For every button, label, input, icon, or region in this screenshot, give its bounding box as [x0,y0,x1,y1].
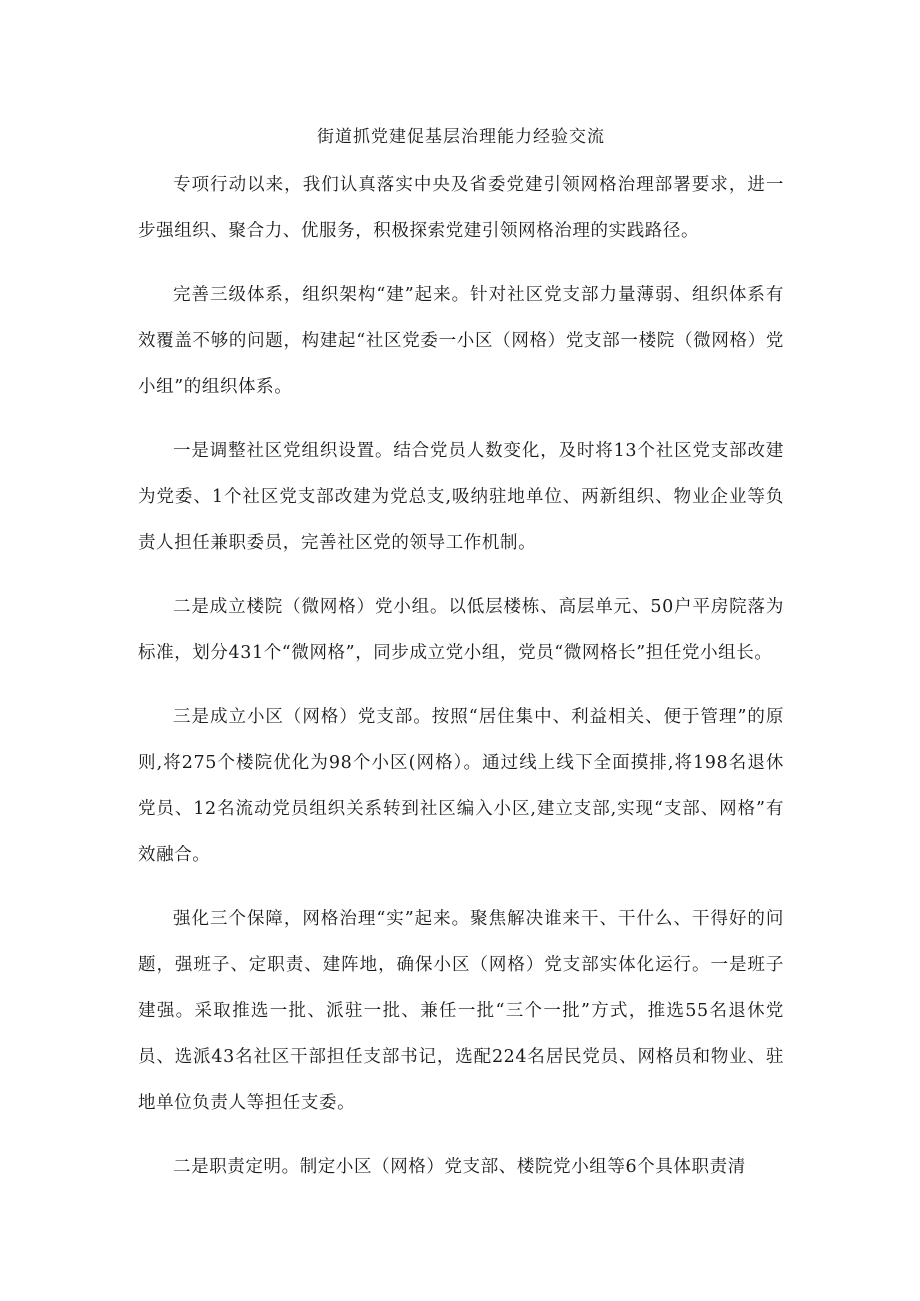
paragraph-adjust-organization: 一是调整社区党组织设置。结合党员人数变化，及时将13个社区党支部改建为党委、1个社区党支部改建为党总支,吸纳驻地单位、两新组织、物业企业等负责人担任兼职委员，完善社区党的领导工作机制。 [138,441,784,553]
paragraph-clear-duties: 二是职责定明。制定小区（网格）党支部、楼院党小组等6个具体职责清 [173,1157,746,1177]
paragraph-intro: 专项行动以来，我们认真落实中央及省委党建引领网格治理部署要求，进一步强组织、聚合力、优服务，积极探索党建引领网格治理的实践路径。 [138,175,784,241]
paragraph-courtyard-groups: 二是成立楼院（微网格）党小组。以低层楼栋、高层单元、50户平房院落为标准，划分431个“微网格”，同步成立党小组，党员“微网格长”担任党小组长。 [138,597,784,663]
paragraph-three-guarantees: 强化三个保障，网格治理“实”起来。聚焦解决谁来干、干什么、干得好的问题，强班子、定职责、建阵地，确保小区（网格）党支部实体化运行。一是班子建强。采取推选一批、派驻一批、兼任一批“三个一批”方式，推选55名退休党员、选派43名社区干部担任支部书记，选配224名居民党员、网格员和物业、驻地单位负责人等担任支委。 [138,909,784,1113]
paragraph-community-branches: 三是成立小区（网格）党支部。按照“居住集中、利益相关、便于管理”的原则,将275个楼院优化为98个小区(网格）。通过线上线下全面摸排,将198名退休党员、12名流动党员组织关系转到社区编入小区,建立支部,实现“支部、网格”有效融合。 [138,707,784,865]
document-page [138,122,784,1208]
paragraph-three-tier-system: 完善三级体系，组织架构“建”起来。针对社区党支部力量薄弱、组织体系有效覆盖不够的问题，构建起“社区党委一小区（网格）党支部一楼院（微网格）党小组”的组织体系。 [138,285,784,397]
document-title: 街道抓党建促基层治理能力经验交流 [317,127,605,147]
